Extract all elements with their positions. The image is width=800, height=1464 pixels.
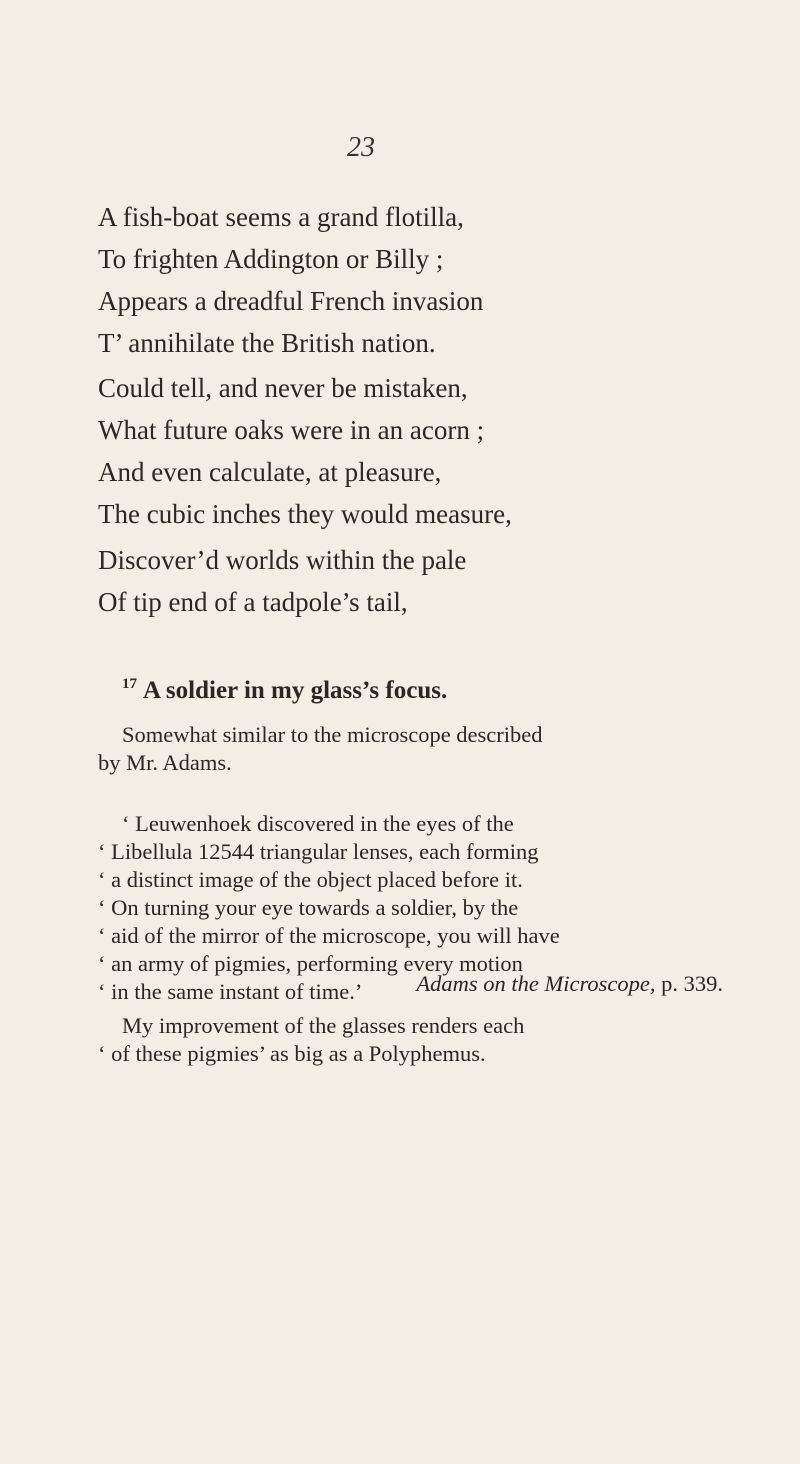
footnote-marker: 17	[122, 676, 137, 692]
poem-line: What future oaks were in an acorn ;	[98, 415, 485, 445]
quotation-line: ‘ in the same instant of time.’	[98, 979, 363, 1004]
poem-stanza-3	[98, 539, 466, 623]
footnote-line: Somewhat similar to the microscope described	[122, 722, 543, 747]
poem-line: Discover’d worlds within the pale	[98, 545, 467, 575]
citation-title: Adams on the Microscope,	[416, 971, 656, 996]
quotation-line: ‘ an army of pigmies, performing every motion	[98, 951, 523, 976]
poem-line: A fish-boat seems a grand flotilla,	[98, 202, 464, 232]
poem-line: Could tell, and never be mistaken,	[98, 373, 468, 403]
poem-line: Of tip end of a tadpole’s tail,	[98, 587, 408, 617]
poem-stanza-1	[98, 196, 483, 364]
footnote-heading-text: A soldier in my glass’s focus.	[143, 677, 448, 704]
footnote-line: ‘ of these pigmies’ as big as a Polyphemus.	[98, 1041, 486, 1066]
quotation-line: ‘ On turning your eye towards a soldier, by the	[98, 895, 519, 920]
quotation-line: ‘ a distinct image of the object placed before it.	[98, 867, 523, 892]
poem-line: T’ annihilate the British nation.	[98, 328, 436, 358]
footnote-line: My improvement of the glasses renders each	[122, 1013, 525, 1038]
footnote-heading	[122, 676, 447, 705]
quotation-line: ‘ Leuwenhoek discovered in the eyes of the	[122, 811, 514, 836]
footnote-paragraph-1	[98, 721, 723, 777]
quotation-line: ‘ aid of the mirror of the microscope, you will have	[98, 923, 560, 948]
citation-page: p. 339.	[655, 971, 723, 996]
poem-line: To frighten Addington or Billy ;	[98, 244, 444, 274]
poem-line: The cubic inches they would measure,	[98, 499, 512, 529]
footnote-line: by Mr. Adams.	[98, 750, 232, 775]
poem-stanza-2	[98, 367, 512, 535]
quotation-line: ‘ Libellula 12544 triangular lenses, each forming	[98, 839, 539, 864]
poem-line: Appears a dreadful French invasion	[98, 286, 484, 316]
page-number: 23	[347, 132, 375, 163]
footnote-paragraph-3	[98, 1012, 723, 1068]
poem-line: And even calculate, at pleasure,	[98, 457, 442, 487]
quotation-citation	[98, 971, 723, 997]
